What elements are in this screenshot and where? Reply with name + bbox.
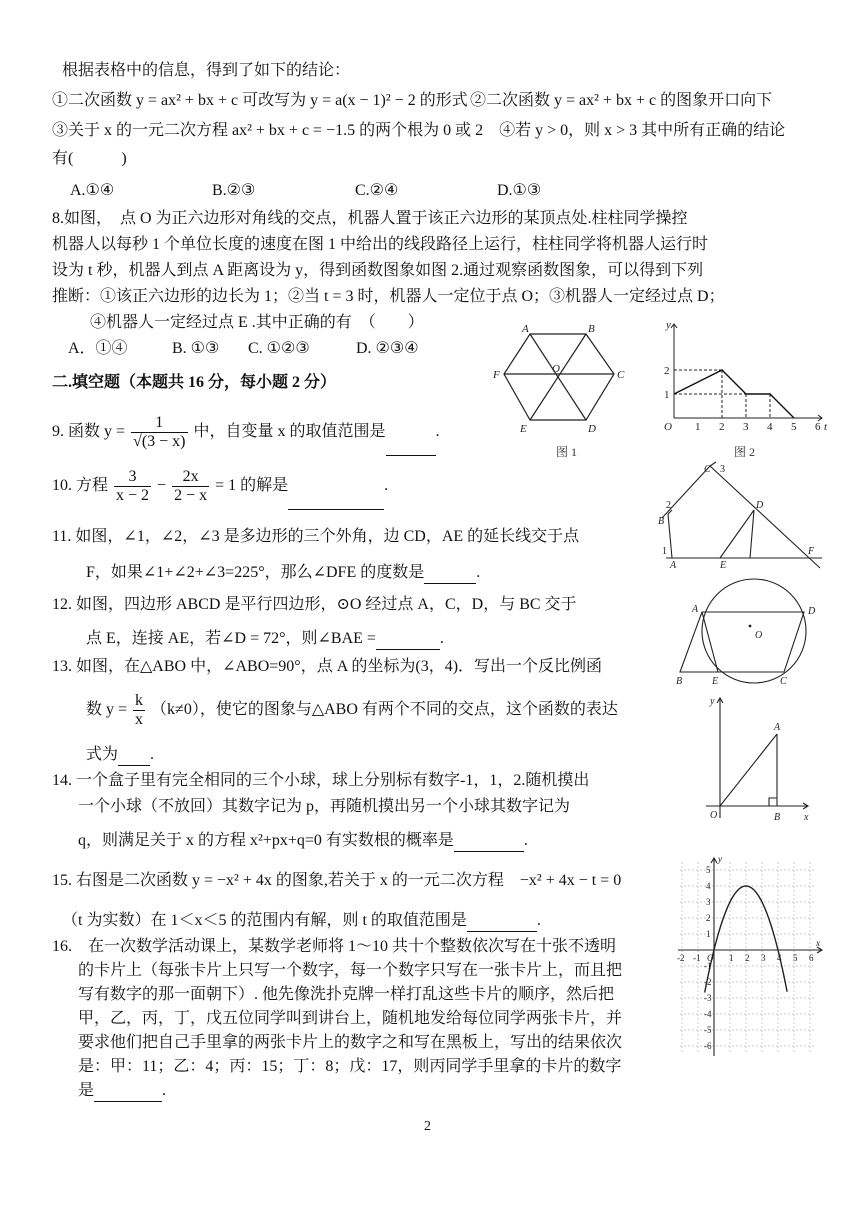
- figure2-caption: 图 2: [734, 445, 756, 459]
- fig15-y-tick-neg6: -6: [704, 1041, 712, 1051]
- q13-numerator: k: [135, 691, 144, 709]
- q9-suffix: 中，自变量 x 的取值范围是: [193, 423, 386, 440]
- fig15-x-tick-3: 3: [761, 953, 766, 963]
- fig11-label-d: D: [756, 500, 764, 511]
- hex-label-a: A: [522, 323, 529, 335]
- q16-answer-blank[interactable]: [94, 1085, 162, 1102]
- fig13-label-b: B: [774, 812, 781, 823]
- q10-prefix: 10. 方程: [52, 477, 109, 494]
- q14-answer-blank[interactable]: [454, 835, 524, 852]
- fig15-x-tick-origin: O: [707, 953, 714, 963]
- triangle-coordinate-figure: [700, 694, 815, 826]
- q13-prefix: 数 y =: [86, 701, 128, 718]
- q8-line4: 推断：①该正六边形的边长为 1；②当 t = 3 时，机器人一定位于点 O；③机器人一定经过点 D；: [52, 288, 725, 305]
- q7-line1a: ①二次函数 y = ax² + bx + c 可改写为 y = a(x − 1)² − 2 的形式: [52, 92, 468, 109]
- q10-fraction-1: [114, 468, 151, 505]
- graph-y-axis-label: y: [666, 319, 671, 331]
- hex-label-b: B: [588, 323, 595, 335]
- q12-line2: 点 E，连接 AE，若∠D = 72°，则∠BAE =: [86, 630, 376, 647]
- page-number: 2: [424, 1119, 431, 1134]
- q15-line2-wrap: （t 为实数）在 1＜x＜5 的范围内有解，则 t 的取值范围是 .: [62, 910, 541, 932]
- hexagon-figure: [490, 322, 635, 462]
- q7-option-c: C.②④: [355, 182, 399, 199]
- fig15-y-tick-1: 1: [706, 929, 711, 939]
- q13-line3-wrap: 式为 .: [86, 744, 154, 766]
- graph-x-tick-2: 2: [719, 421, 725, 433]
- fig15-y-label: y: [718, 854, 722, 864]
- q10-answer-blank[interactable]: [288, 493, 384, 510]
- q11-line2: F，如果∠1+∠2+∠3=225°，那么∠DFE 的度数是: [86, 564, 425, 581]
- q13-fraction: [133, 692, 145, 729]
- hex-label-o: O: [552, 363, 560, 375]
- fig12-label-b: B: [676, 676, 683, 687]
- fig13-label-a: A: [774, 722, 781, 733]
- q9-prefix: 9. 函数 y =: [52, 423, 126, 440]
- q10-numerator-2: 2x: [172, 468, 209, 487]
- q8-line3: 设为 t 秒，机器人到点 A 距离设为 y，得到函数图象如图 2.通过观察函数图象，可以得到下列: [52, 262, 704, 279]
- q8-option-b: B. ①③: [172, 340, 220, 357]
- q8-line5: ④机器人一定经过点 E .其中正确的有 （ ）: [90, 314, 424, 331]
- fig11-label-c: C: [704, 464, 711, 475]
- q16-line6: 是：甲：11；乙：4；丙：15；丁：8；戊：17，则丙同学手里拿的卡片的数字: [78, 1058, 622, 1075]
- fig15-y-tick-neg3: -3: [704, 993, 712, 1003]
- graph-x-tick-1: 1: [695, 421, 701, 433]
- fig12-label-a: A: [692, 604, 699, 615]
- q12-line2-wrap: 点 E，连接 AE，若∠D = 72°，则∠BAE = .: [86, 628, 444, 650]
- q13-denominator: x: [135, 710, 144, 728]
- q11-line2-wrap: F，如果∠1+∠2+∠3=225°，那么∠DFE 的度数是 .: [86, 562, 480, 584]
- intro-line: 根据表格中的信息，得到了如下的结论：: [62, 62, 351, 79]
- graph-x-tick-6: 6: [815, 421, 821, 433]
- q10-numerator-1: 3: [114, 468, 151, 487]
- q8-option-d: D. ②③④: [356, 340, 419, 357]
- fig11-label-e: E: [720, 560, 727, 570]
- q12-line1: 12. 如图，四边形 ABCD 是平行四边形，⊙O 经过点 A，C，D，与 BC 交于: [52, 596, 577, 613]
- q16-line3: 写有数字的那一面朝下）. 他先像洗扑克牌一样打乱这些卡片的顺序，然后把: [78, 986, 615, 1003]
- q14-line3-wrap: q，则满足关于 x 的方程 x²+px+q=0 有实数根的概率是 .: [78, 830, 528, 852]
- fig15-x-label: x: [816, 938, 820, 948]
- q7-line1b: ②二次函数 y = ax² + bx + c 的图象开口向下: [470, 92, 773, 109]
- fig11-label-1: 1: [662, 546, 667, 557]
- fig15-y-tick-4: 4: [706, 881, 711, 891]
- fig13-label-x: x: [804, 812, 809, 823]
- q16-line4: 甲，乙，丙，丁，戊五位同学叫到讲台上，随机地发给每位同学两张卡片，并: [78, 1010, 623, 1027]
- q16-line7: 是: [78, 1082, 95, 1099]
- fig11-label-2: 2: [666, 500, 671, 511]
- q9-numerator: 1: [131, 414, 187, 433]
- q10-suffix: = 1 的解是: [215, 477, 289, 494]
- fig13-label-y: y: [710, 696, 715, 707]
- fig12-label-e: E: [712, 676, 719, 687]
- q13-suffix: （k≠0），使它的图象与△ABO 有两个不同的交点，这个函数的表达: [151, 701, 618, 718]
- hex-label-f: F: [493, 369, 500, 381]
- q10-fraction-2: [172, 468, 209, 505]
- q9-answer-blank[interactable]: [386, 439, 436, 456]
- q12-answer-blank[interactable]: [376, 633, 440, 650]
- fig11-label-b: B: [658, 516, 665, 527]
- q13-line3: 式为: [86, 746, 119, 763]
- q7-option-d: D.①③: [497, 182, 542, 199]
- q14-line1: 14. 一个盒子里有完全相同的三个小球，球上分别标有数字-1，1，2.随机摸出: [52, 772, 590, 789]
- q7-option-a: A.①④: [70, 182, 115, 199]
- q13-line2: [86, 688, 618, 732]
- function-graph-figure: [650, 318, 830, 462]
- fig15-y-tick-2: 2: [706, 913, 711, 923]
- graph-x-axis-label: t: [824, 421, 828, 433]
- graph-x-tick-4: 4: [767, 421, 773, 433]
- fig15-y-tick-neg2: -2: [704, 977, 712, 987]
- graph-x-tick-5: 5: [791, 421, 797, 433]
- q9: 9. 函数 y = $\frac{1}{√(3 - x)}$ 中，自变量 x 的取值范围是 .: [52, 408, 440, 456]
- q11-answer-blank[interactable]: [424, 567, 476, 584]
- q16-line2: 的卡片上（每张卡片上只写一个数字，每一个数字只写在一张卡片上，而且把: [78, 962, 623, 979]
- q9-denominator: √(3 − x): [133, 432, 186, 450]
- hex-label-d: D: [588, 423, 596, 435]
- hex-label-c: C: [617, 369, 625, 381]
- fig15-x-tick-4: 4: [777, 953, 782, 963]
- fig15-y-tick-neg5: -5: [704, 1025, 712, 1035]
- fig15-y-tick-5: 5: [706, 865, 711, 875]
- q8-option-c: C. ①②③: [248, 340, 310, 357]
- fig15-x-tick-5: 5: [793, 953, 798, 963]
- q13-answer-blank[interactable]: [118, 749, 150, 766]
- fig15-x-tick-2: 2: [745, 953, 750, 963]
- q7-option-b: B.②③: [212, 182, 256, 199]
- hex-label-e: E: [520, 423, 527, 435]
- q15-line1: 15. 右图是二次函数 y = −x² + 4x 的图象,若关于 x 的一元二次方程 −x² + 4x − t = 0: [52, 872, 622, 889]
- q16-line7-wrap: 是 .: [78, 1080, 166, 1102]
- fig15-x-tick-6: 6: [809, 953, 814, 963]
- q8-line1: 8.如图， 点 O 为正六边形对角线的交点，机器人置于该正六边形的某顶点处.柱柱同学操控: [52, 210, 688, 227]
- fig12-label-o: O: [755, 630, 763, 641]
- q13-line1: 13. 如图，在△ABO 中，∠ABO=90°，点 A 的坐标为(3，4)．写出一个反比例函: [52, 658, 603, 675]
- fig11-label-f: F: [808, 546, 815, 557]
- q10-denominator-1: x − 2: [116, 486, 150, 504]
- q14-line3: q，则满足关于 x 的方程 x²+px+q=0 有实数根的概率是: [78, 832, 454, 849]
- fig15-y-tick-neg4: -4: [704, 1009, 712, 1019]
- fig15-x-tick-neg2: -2: [677, 953, 685, 963]
- q9-fraction: [131, 414, 187, 451]
- q8-line2: 机器人以每秒 1 个单位长度的速度在图 1 中给出的线段路径上运行，柱柱同学将机器人运行时: [52, 236, 709, 253]
- q10: 10. 方程 $\frac{3}{x - 2}$ − $\frac{2x}{2 - x}$ = 1 的解是 .: [52, 462, 388, 510]
- fig12-label-d: D: [808, 606, 816, 617]
- fig11-label-a: A: [670, 560, 677, 570]
- q15-line2: （t 为实数）在 1＜x＜5 的范围内有解，则 t 的取值范围是: [62, 912, 467, 929]
- fig11-label-3: 3: [720, 464, 725, 475]
- figure1-caption: 图 1: [556, 445, 578, 459]
- q10-denominator-2: 2 − x: [174, 486, 208, 504]
- q16-line5: 要求他们把自己手里拿的两张卡片上的数字之和写在黑板上，写出的结果依次: [78, 1034, 623, 1051]
- q15-answer-blank[interactable]: [467, 915, 537, 932]
- q8-option-a: A．①④: [68, 340, 128, 357]
- fig12-label-c: C: [780, 676, 787, 687]
- graph-y-tick-2: 2: [664, 365, 670, 377]
- fig13-label-o: O: [710, 810, 718, 821]
- graph-origin: O: [664, 421, 672, 433]
- graph-x-tick-3: 3: [743, 421, 749, 433]
- parabola-grid-figure: [676, 854, 826, 1059]
- fig15-x-tick-1: 1: [729, 953, 734, 963]
- q7-line3: 有( ): [52, 150, 127, 167]
- circle-parallelogram-figure: [672, 576, 832, 688]
- q7-line2: ③关于 x 的一元二次方程 ax² + bx + c = −1.5 的两个根为 0 或 2 ④若 y > 0，则 x > 3 其中所有正确的结论: [52, 122, 786, 139]
- q14-line2: 一个小球（不放回）其数字记为 p，再随机摸出另一个小球其数字记为: [78, 798, 571, 815]
- fig15-y-tick-3: 3: [706, 897, 711, 907]
- polygon-figure: [650, 458, 830, 570]
- q11-line1: 11. 如图，∠1，∠2，∠3 是多边形的三个外角，边 CD，AE 的延长线交于点: [52, 528, 580, 545]
- q10-minus: −: [157, 477, 167, 494]
- fig15-x-tick-neg1: -1: [693, 953, 701, 963]
- q16-line1: 16. 在一次数学活动课上，某数学老师将 1～10 共十个整数依次写在十张不透明: [52, 938, 617, 955]
- section-heading: 二.填空题（本题共 16 分，每小题 2 分）: [52, 374, 337, 391]
- graph-y-tick-1: 1: [664, 389, 670, 401]
- fig15-y-tick-neg1: -1: [704, 961, 712, 971]
